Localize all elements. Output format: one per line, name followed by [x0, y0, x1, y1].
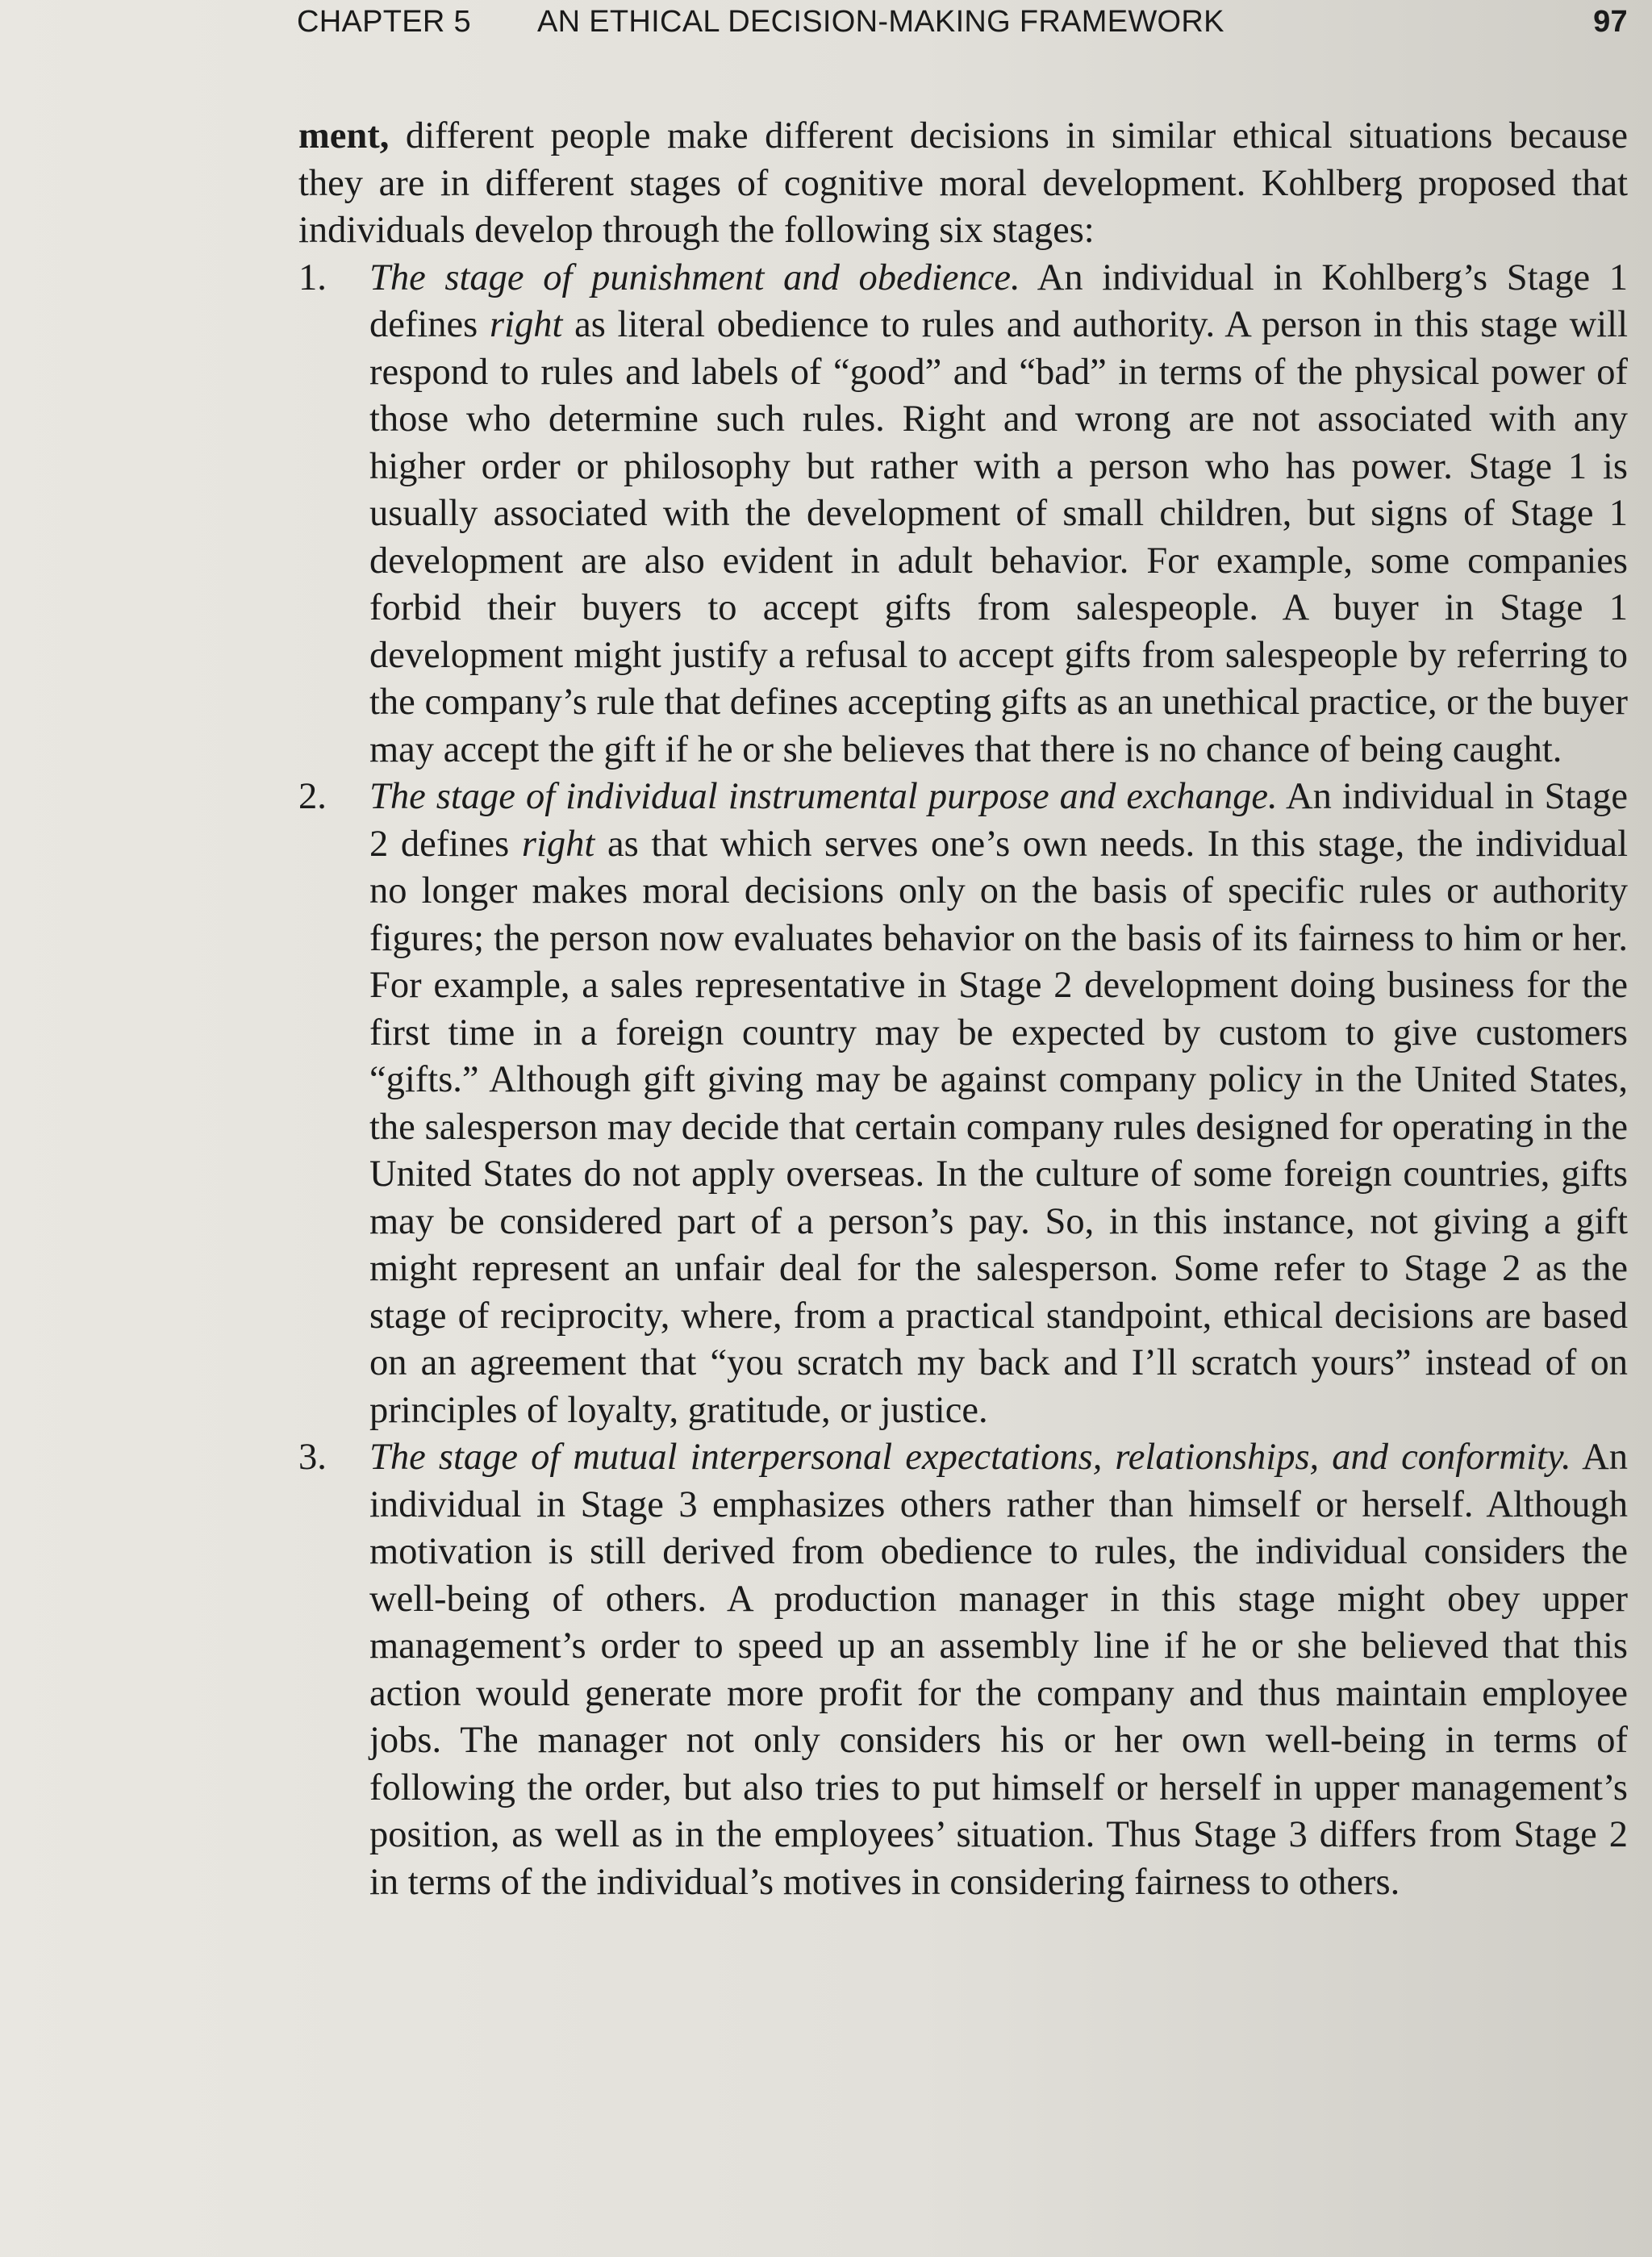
stage-item-2 [298, 774, 1628, 1434]
stage-text: An individual in Kohlberg’s Stage 1 defines [369, 257, 1629, 345]
stage-emphasis: right [489, 304, 563, 345]
stage-title: The stage of punishment and obedience. [369, 257, 1020, 298]
stage-text: An individual in Stage 3 emphasizes others rather than himself or herself. Although motivation is still derived from obedience to rules, the individual considers the well-being of others. A production manager in this stage might obey upper management’s order to speed up an assembly line if he or she believed that this action would generate more profit for the company and thus maintain employee jobs. The manager not only considers his or her own well-being in terms of following the order, but also tries to put himself or herself in upper management’s position, as well as in the employees’ situation. Thus Stage 3 differs from Stage 2 in terms of the individual’s motives in considering fairness to others. [369, 1437, 1629, 1903]
stage-text-continued: as that which serves one’s own needs. In this stage, the individual no longer makes moral decisions only on the basis of specific rules or authority figures; the person now evaluates behavior on the basis of its fairness to him or her. For example, a sales representative in Stage 2 development doing business for the first time in a foreign country may be expected by custom to give customers “gifts.” Although gift giving may be against company policy in the United States, the salesperson may decide that certain company rules designed for operating in the United States do not apply overseas. In the culture of some foreign countries, gifts may be considered part of a person’s pay. So, in this instance, not giving a gift might represent an unfair deal for the salesperson. Some refer to Stage 2 as the stage of reciprocity, where, from a practical standpoint, ethical decisions are based on an agreement that “you scratch my back and I’ll scratch yours” instead of on principles of loyalty, gratitude, or justice. [369, 823, 1628, 1431]
page-number: 97 [1593, 5, 1628, 39]
stage-number: 1. [298, 257, 327, 298]
stage-number: 3. [298, 1437, 327, 1478]
stage-title: The stage of mutual interpersonal expectations, relationships, and conformity. [369, 1437, 1571, 1478]
intro-lead-word: ment, [298, 115, 390, 156]
stage-emphasis: right [521, 823, 595, 865]
stage-text-continued: as literal obedience to rules and authority. A person in this stage will respond to rules and labels of “good” and “bad” in terms of the physical power of those who determine such rules. Right and wrong are not associated with any higher order or philosophy but rather with a person who has power. Stage 1 is usually associated with the development of small children, but signs of Stage 1 development are also evident in adult behavior. For example, some companies forbid their buyers to accept gifts from salespeople. A buyer in Stage 1 development might justify a refusal to accept gifts from salespeople by referring to the company’s rule that defines accepting gifts as an unethical practice, or the buyer may accept the gift if he or she believes that there is no chance of being caught. [369, 304, 1628, 770]
stage-list [298, 255, 1628, 1907]
body-text [298, 113, 1628, 1906]
stage-item-3 [298, 1434, 1628, 1906]
chapter-title: AN ETHICAL DECISION-MAKING FRAMEWORK [537, 5, 1224, 39]
intro-paragraph [298, 113, 1628, 255]
stage-title: The stage of individual instrumental purpose and exchange. [369, 776, 1278, 817]
intro-text: different people make different decisions in similar ethical situations because they are in different stages of cognitive moral development. Kohlberg proposed that individuals develop through the following six stages: [298, 115, 1628, 251]
stage-item-1 [298, 255, 1628, 774]
stage-number: 2. [298, 776, 327, 817]
running-head [297, 5, 1628, 44]
chapter-label: CHAPTER 5 [297, 5, 471, 39]
stage-text: An individual in Stage 2 defines [369, 776, 1628, 865]
